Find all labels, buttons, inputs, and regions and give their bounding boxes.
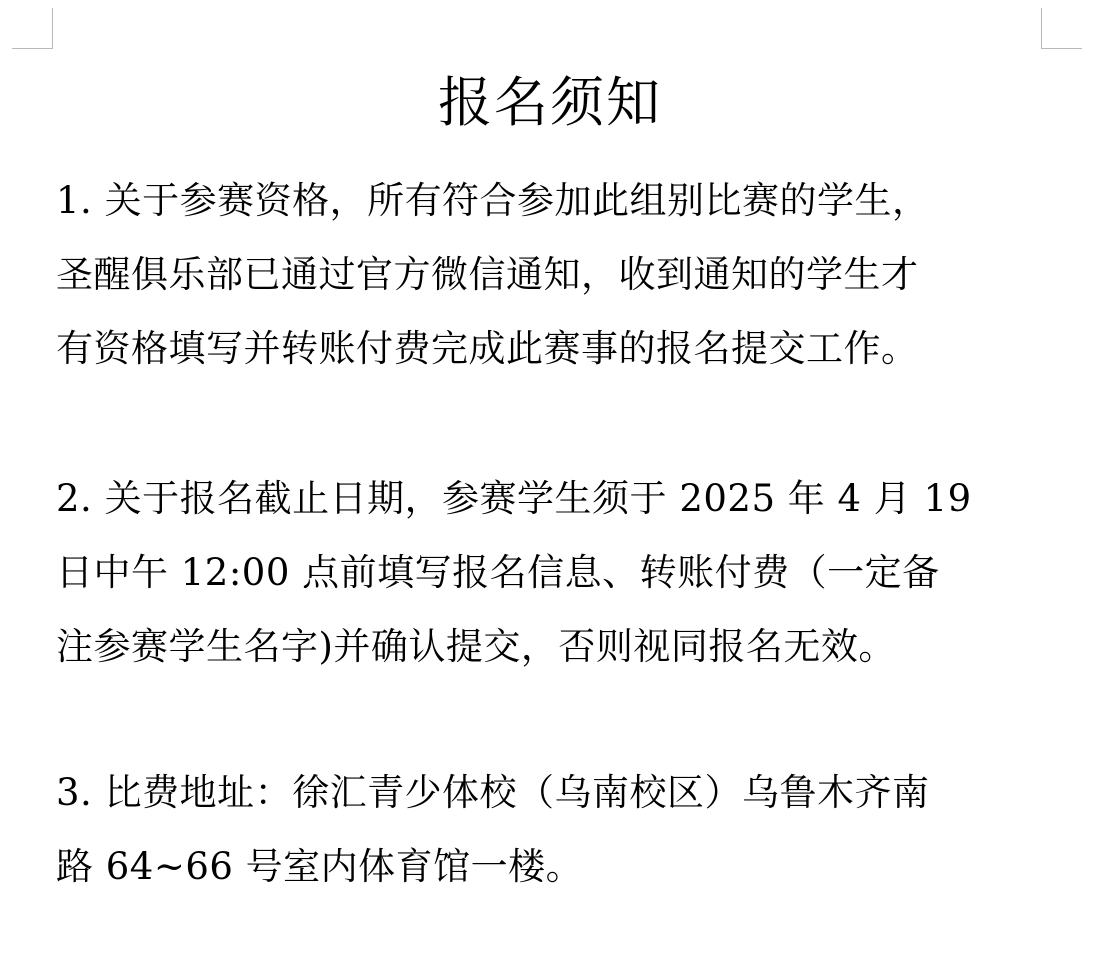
paragraph-eligibility: [56, 164, 1044, 386]
paragraph-line: 1. 关于参赛资格，所有符合参加此组别比赛的学生，: [56, 179, 930, 222]
paragraph-line: 路 64~66 号室内体育馆一楼。: [56, 845, 584, 888]
crop-mark-top-right: [1041, 8, 1082, 49]
paragraph-line: 3. 比费地址：徐汇青少体校（乌南校区）乌鲁木齐南: [56, 771, 930, 814]
paragraph-deadline: [56, 462, 1044, 684]
paragraph-line: 圣醒俱乐部已通过官方微信通知，收到通知的学生才: [56, 253, 919, 296]
document-title: 报名须知: [438, 71, 662, 134]
paragraph-address: [56, 756, 1044, 904]
paragraph-line: 2. 关于报名截止日期，参赛学生须于 2025 年 4 月 19: [56, 477, 972, 520]
paragraph-line: 有资格填写并转账付费完成此赛事的报名提交工作。: [56, 327, 919, 370]
crop-mark-top-left: [12, 8, 53, 49]
paragraph-line: 注参赛学生名字)并确认提交，否则视同报名无效。: [56, 625, 896, 668]
paragraph-line: 日中午 12:00 点前填写报名信息、转账付费（一定备: [56, 551, 940, 594]
